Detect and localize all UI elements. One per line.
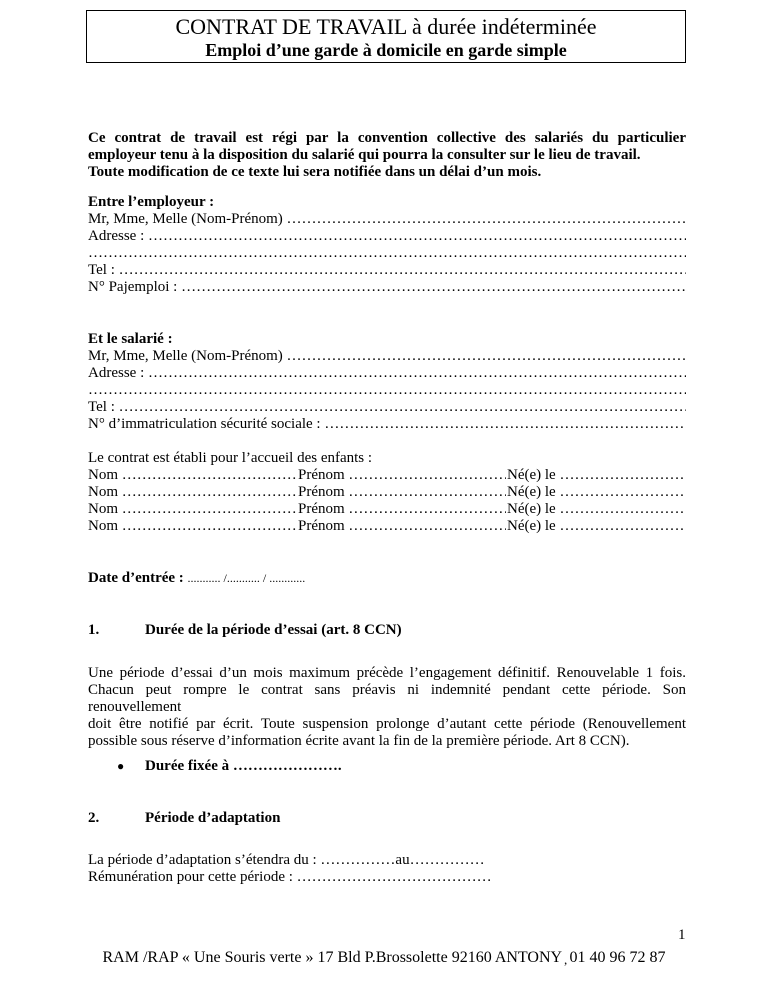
employer-heading: Entre l’employeur : [88,194,215,210]
page-number: 1 [678,927,686,943]
section2-title: Période d’adaptation [145,810,281,826]
child-nom-field[interactable] [88,484,297,501]
section1-number: 1. [88,622,100,638]
leader-dots [119,262,686,279]
employer-address-line2[interactable] [88,245,686,262]
label: Prénom [298,518,345,534]
leader-dots [148,228,686,245]
bullet-icon: ● [117,759,125,773]
footer: RAM /RAP « Une Souris verte » 17 Bld P.Brossolette 92160 ANTONY ̦ 01 40 96 72 87 [102,949,666,966]
label: Né(e) le [507,484,556,500]
child-ne-field[interactable] [507,518,686,535]
leader-dots [287,211,686,228]
child-nom-field[interactable] [88,467,297,484]
leader-dots [122,518,297,535]
employer-pajemploi-field[interactable] [88,279,686,296]
leader-dots [148,365,686,382]
employee-address-line2[interactable] [88,382,686,399]
leader-dots [287,348,686,365]
intro-line: employeur tenu à la disposition du salarié qui pourra la consulter sur le lieu de travail. [88,147,641,163]
section2-number: 2. [88,810,100,826]
leader-dots [559,484,686,501]
child-prenom-field[interactable] [298,501,506,518]
label: Prénom [298,484,345,500]
leader-dots [559,518,686,535]
child-ne-field[interactable] [507,501,686,518]
label: Nom [88,501,118,517]
leader-dots [119,399,686,416]
label: N° Pajemploi : [88,279,178,295]
employee-ssn-field[interactable] [88,416,686,433]
child-nom-field[interactable] [88,518,297,535]
employee-address-field[interactable] [88,365,686,382]
children-intro: Le contrat est établi pour l’accueil des enfants : [88,450,373,466]
employee-name-field[interactable] [88,348,686,365]
subtitle: Emploi d’une garde à domicile en garde simple [205,40,567,60]
label: Mr, Mme, Melle (Nom-Prénom) [88,211,283,227]
leader-dots [559,501,686,518]
employee-tel-field[interactable] [88,399,686,416]
adaptation-period-field[interactable]: La période d’adaptation s’étendra du : ……………au…………… [88,852,485,868]
adaptation-pay-field[interactable]: Rémunération pour cette période : ………………………………… [88,869,492,885]
para-line: possible sous réserve d’information écrite avant la fin de la première période. Art 8 CCN). [88,733,630,749]
intro-line: Ce contrat de travail est régi par la convention collective des salariés du particulier [88,130,686,146]
employer-name-field[interactable] [88,211,686,228]
title: CONTRAT DE TRAVAIL à durée indéterminée [175,14,597,39]
leader-dots [559,467,686,484]
para-line: doit être notifié par écrit. Toute suspension prolonge d’autant cette période (Renouvellement [88,716,686,732]
start-date-value: ........... /........... / ............ [187,571,306,585]
child-ne-field[interactable] [507,484,686,501]
leader-dots [88,382,686,399]
label: Né(e) le [507,518,556,534]
label: Adresse : [88,365,145,381]
leader-dots [122,467,297,484]
label: Né(e) le [507,467,556,483]
label: N° d’immatriculation sécurité sociale : [88,416,321,432]
child-nom-field[interactable] [88,501,297,518]
intro-line: Toute modification de ce texte lui sera notifiée dans un délai d’un mois. [88,164,542,180]
start-date-field[interactable] [88,570,686,587]
child-ne-field[interactable] [507,467,686,484]
label: Nom [88,467,118,483]
leader-dots [181,279,686,296]
leader-dots [348,467,506,484]
label: Tel : [88,399,115,415]
employer-tel-field[interactable] [88,262,686,279]
label: Mr, Mme, Melle (Nom-Prénom) [88,348,283,364]
leader-dots [348,484,506,501]
child-prenom-field[interactable] [298,467,506,484]
leader-dots [122,501,297,518]
child-prenom-field[interactable] [298,518,506,535]
intro-paragraph [88,130,686,181]
label: Adresse : [88,228,145,244]
leader-dots [348,518,506,535]
leader-dots [324,416,686,433]
para-line: Une période d’essai d’un mois maximum précède l’engagement définitif. Renouvelable 1 fois. [88,665,686,681]
section1-title: Durée de la période d’essai (art. 8 CCN) [145,622,402,638]
label: Prénom [298,501,345,517]
label: Prénom [298,467,345,483]
leader-dots [122,484,297,501]
label: Date d’entrée : [88,570,184,586]
label: Nom [88,518,118,534]
leader-dots [348,501,506,518]
leader-dots [88,245,686,262]
employee-heading: Et le salarié : [88,331,173,347]
employer-address-field[interactable] [88,228,686,245]
child-prenom-field[interactable] [298,484,506,501]
label: Tel : [88,262,115,278]
label: Né(e) le [507,501,556,517]
para-line: Chacun peut rompre le contrat sans préavis ni indemnité pendant cette période. Son renouvellement [88,682,686,715]
section1-paragraph [88,665,686,750]
label: Nom [88,484,118,500]
title-box [86,10,686,63]
trial-duration-field[interactable]: Durée fixée à …………………. [145,758,342,774]
